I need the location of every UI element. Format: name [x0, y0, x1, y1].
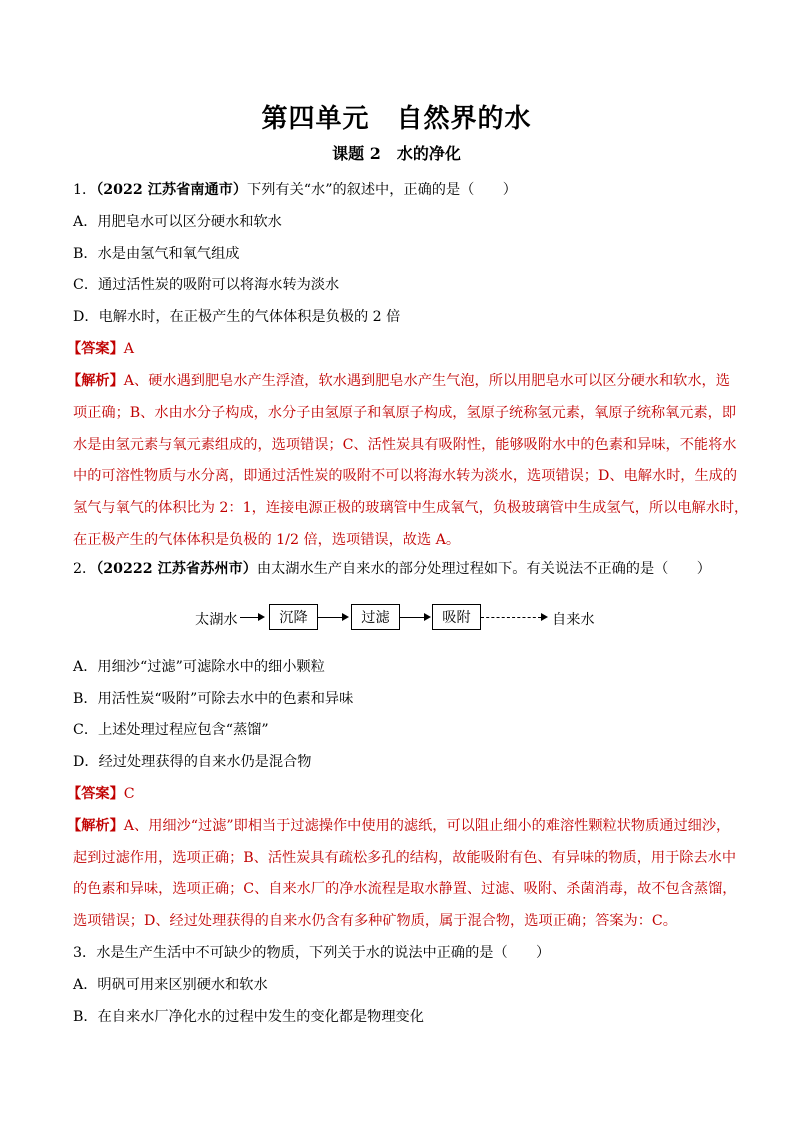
question-text: 由太湖水生产自来水的部分处理过程如下。有关说法不正确的是（ ） [256, 561, 711, 577]
q2-option-d: D．经过处理获得的自来水仍是混合物 [73, 754, 312, 770]
question-number: 3． [73, 945, 97, 961]
q1-option-d: D．电解水时，在正极产生的气体体积是负极的 2 倍 [73, 309, 401, 325]
water-treatment-flow-diagram [190, 604, 610, 636]
analysis-label: 【解析】 [67, 373, 124, 389]
answer-label: 【答案】 [67, 786, 124, 802]
q3-option-a: A．明矾可用来区别硬水和软水 [73, 977, 268, 993]
answer-value: A [123, 341, 135, 357]
q1-analysis-line: 【解析】A、硬水遇到肥皂水产生浮渣，软水遇到肥皂水产生气泡，所以用肥皂水可以区分硬水和软水，选 [67, 373, 730, 389]
flow-arrow [400, 617, 424, 618]
q1-analysis-line: 水是由氢元素与氧元素组成的，选项错误；C、活性炭具有吸附性，能够吸附水中的色素和异味，不能将水 [73, 437, 737, 453]
question-number: 2． [73, 561, 97, 577]
analysis-label: 【解析】 [67, 818, 124, 834]
flow-step-filtration: 过滤 [351, 604, 400, 630]
q1-analysis-line: 氢气与氧气的体积比为 2：1，连接电源正极的玻璃管中生成氧气，负极玻璃管中生成氢气，所以电解水时， [73, 500, 749, 516]
question-source: （2022 江苏省南通市） [96, 182, 248, 198]
flow-end: 自来水 [552, 612, 595, 628]
q2-analysis-line: 起到过滤作用，选项正确；B、活性炭具有疏松多孔的结构，故能吸附有色、有异味的物质，用于除去水中 [73, 850, 737, 866]
lesson-subtitle: 课题 2 水的净化 [332, 144, 461, 163]
q2-option-c: C．上述处理过程应包含“蒸馏” [73, 722, 269, 738]
question-2-stem [73, 560, 723, 578]
q2-analysis-line: 选项错误；D、经过处理获得的自来水仍含有多种矿物质，属于混合物，选项正确；答案为：C。 [73, 913, 677, 929]
q1-option-c: C．通过活性炭的吸附可以将海水转为淡水 [73, 277, 340, 293]
q2-option-a: A．用细沙“过滤”可滤除水中的细小颗粒 [73, 659, 325, 675]
q1-option-a: A．用肥皂水可以区分硬水和软水 [73, 214, 282, 230]
question-text: 水是生产生活中不可缺少的物质，下列关于水的说法中正确的是（ ） [96, 945, 551, 961]
flow-step-sedimentation: 沉降 [269, 604, 318, 630]
flow-step-adsorption: 吸附 [432, 604, 481, 630]
q1-analysis-line: 中的可溶性物质与水分离，即通过活性炭的吸附不可以将海水转为淡水，选项错误；D、电解水时，生成的 [73, 468, 738, 484]
arrowhead-icon [258, 613, 265, 621]
arrowhead-icon [541, 613, 548, 621]
q2-analysis-line: 的色素和异味，选项正确；C、自来水厂的净水流程是取水静置、过滤、吸附、杀菌消毒，故不包含蒸馏， [73, 881, 737, 897]
flow-arrow [240, 617, 258, 618]
answer-label: 【答案】 [67, 341, 124, 357]
question-text: 下列有关“水”的叙述中，正确的是（ ） [247, 182, 517, 198]
q1-analysis-line: 项正确；B、水由水分子构成，水分子由氢原子和氧原子构成，氢原子统称氢元素，氧原子统称氧元素，即 [73, 405, 737, 421]
q2-analysis-line: 【解析】A、用细沙“过滤”即相当于过滤操作中使用的滤纸，可以阻止细小的难溶性颗粒状物质通过细沙， [67, 818, 731, 834]
q3-option-b: B．在自来水厂净化水的过程中发生的变化都是物理变化 [73, 1009, 424, 1025]
flow-arrow [318, 617, 342, 618]
question-source: （20222 江苏省苏州市） [96, 561, 257, 577]
q2-answer [67, 785, 717, 803]
flow-start: 太湖水 [195, 612, 238, 628]
q1-analysis-line: 在正极产生的气体体积是负极的 1/2 倍，选项错误，故选 A。 [73, 532, 461, 548]
q1-answer [67, 340, 717, 358]
answer-value: C [123, 786, 135, 802]
q2-option-b: B．用活性炭“吸附”可除去水中的色素和异味 [73, 691, 354, 707]
arrowhead-icon [342, 613, 349, 621]
unit-title: 第四单元 自然界的水 [261, 104, 532, 134]
question-number: 1． [73, 182, 97, 198]
question-1-stem [73, 181, 723, 199]
arrowhead-icon [424, 613, 431, 621]
question-3-stem [73, 944, 723, 962]
flow-dashed-arrow [481, 617, 541, 618]
q1-option-b: B．水是由氢气和氧气组成 [73, 246, 240, 262]
